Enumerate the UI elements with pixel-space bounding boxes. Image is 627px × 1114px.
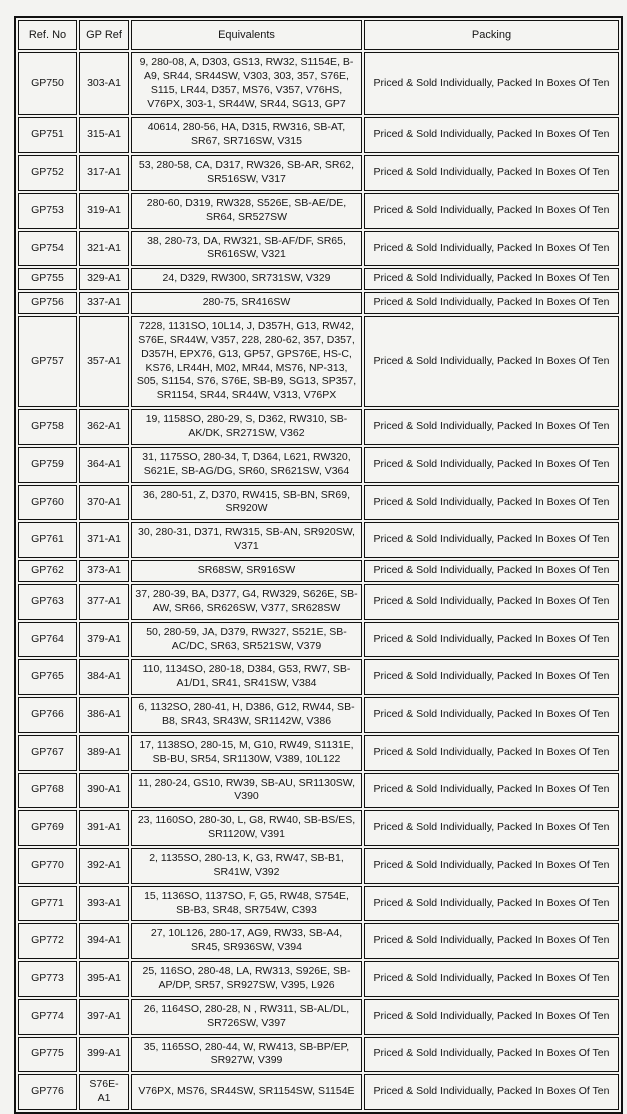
equivalents-cell: 24, D329, RW300, SR731SW, V329 — [131, 268, 362, 290]
equivalents-cell: 36, 280-51, Z, D370, RW415, SB-BN, SR69, SR920W — [131, 485, 362, 521]
equivalents-cell: 280-75, SR416SW — [131, 292, 362, 314]
gp-ref-cell: 371-A1 — [79, 522, 129, 558]
equivalents-cell: 37, 280-39, BA, D377, G4, RW329, S626E, SB-AW, SR66, SR626SW, V377, SR628SW — [131, 584, 362, 620]
table-row — [18, 485, 619, 521]
packing-cell: Priced & Sold Individually, Packed In Boxes Of Ten — [364, 773, 619, 809]
ref-no-cell: GP776 — [18, 1074, 77, 1110]
packing-cell: Priced & Sold Individually, Packed In Boxes Of Ten — [364, 155, 619, 191]
header-row — [18, 20, 619, 50]
table-row — [18, 999, 619, 1035]
gp-ref-cell: 364-A1 — [79, 447, 129, 483]
table-row — [18, 447, 619, 483]
packing-cell: Priced & Sold Individually, Packed In Boxes Of Ten — [364, 409, 619, 445]
gp-ref-cell: S76E-A1 — [79, 1074, 129, 1110]
gp-ref-cell: 384-A1 — [79, 659, 129, 695]
ref-no-cell: GP766 — [18, 697, 77, 733]
gp-ref-cell: 317-A1 — [79, 155, 129, 191]
gp-ref-cell: 389-A1 — [79, 735, 129, 771]
table-row — [18, 659, 619, 695]
gp-ref-cell: 386-A1 — [79, 697, 129, 733]
ref-no-cell: GP753 — [18, 193, 77, 229]
ref-no-cell: GP758 — [18, 409, 77, 445]
packing-cell: Priced & Sold Individually, Packed In Boxes Of Ten — [364, 697, 619, 733]
packing-cell: Priced & Sold Individually, Packed In Boxes Of Ten — [364, 886, 619, 922]
equivalents-cell: 23, 1160SO, 280-30, L, G8, RW40, SB-BS/ES, SR1120W, V391 — [131, 810, 362, 846]
gp-ref-cell: 329-A1 — [79, 268, 129, 290]
ref-no-cell: GP764 — [18, 622, 77, 658]
gp-ref-cell: 362-A1 — [79, 409, 129, 445]
gp-ref-cell: 370-A1 — [79, 485, 129, 521]
ref-no-cell: GP755 — [18, 268, 77, 290]
table-row — [18, 886, 619, 922]
gp-ref-cell: 391-A1 — [79, 810, 129, 846]
table-row — [18, 292, 619, 314]
gp-ref-cell: 319-A1 — [79, 193, 129, 229]
packing-cell: Priced & Sold Individually, Packed In Boxes Of Ten — [364, 584, 619, 620]
equivalents-cell: V76PX, MS76, SR44SW, SR1154SW, S1154E — [131, 1074, 362, 1110]
packing-cell: Priced & Sold Individually, Packed In Boxes Of Ten — [364, 522, 619, 558]
column-header-packing: Packing — [364, 20, 619, 50]
packing-cell: Priced & Sold Individually, Packed In Boxes Of Ten — [364, 268, 619, 290]
table-row — [18, 1074, 619, 1110]
table-row — [18, 848, 619, 884]
packing-cell: Priced & Sold Individually, Packed In Boxes Of Ten — [364, 52, 619, 115]
battery-equivalents-table — [14, 16, 623, 1114]
ref-no-cell: GP761 — [18, 522, 77, 558]
equivalents-cell: 40614, 280-56, HA, D315, RW316, SB-AT, SR67, SR716SW, V315 — [131, 117, 362, 153]
gp-ref-cell: 393-A1 — [79, 886, 129, 922]
table-row — [18, 584, 619, 620]
table-row — [18, 773, 619, 809]
equivalents-cell: 26, 1164SO, 280-28, N , RW311, SB-AL/DL, SR726SW, V397 — [131, 999, 362, 1035]
ref-no-cell: GP770 — [18, 848, 77, 884]
ref-no-cell: GP775 — [18, 1037, 77, 1073]
packing-cell: Priced & Sold Individually, Packed In Boxes Of Ten — [364, 292, 619, 314]
equivalents-cell: 17, 1138SO, 280-15, M, G10, RW49, S1131E, SB-BU, SR54, SR1130W, V389, 10L122 — [131, 735, 362, 771]
table-row — [18, 560, 619, 582]
equivalents-cell: 7228, 1131SO, 10L14, J, D357H, G13, RW42, S76E, SR44W, V357, 228, 280-62, 357, D357, D357H, EPX76, G13, GP57, GPS76E, HS-C, KS76, LR44H, M02, MR44, MS76, NP-313, S05, S1154, S76, S76E, SB-B9, SG13, SP357, SR1154, SR44, SR44W, V313, V76PX — [131, 316, 362, 407]
packing-cell: Priced & Sold Individually, Packed In Boxes Of Ten — [364, 622, 619, 658]
ref-no-cell: GP763 — [18, 584, 77, 620]
equivalents-cell: 35, 1165SO, 280-44, W, RW413, SB-BP/EP, SR927W, V399 — [131, 1037, 362, 1073]
packing-cell: Priced & Sold Individually, Packed In Boxes Of Ten — [364, 1074, 619, 1110]
packing-cell: Priced & Sold Individually, Packed In Boxes Of Ten — [364, 1037, 619, 1073]
ref-no-cell: GP760 — [18, 485, 77, 521]
equivalents-cell: 30, 280-31, D371, RW315, SB-AN, SR920SW, V371 — [131, 522, 362, 558]
equivalents-cell: 280-60, D319, RW328, S526E, SB-AE/DE, SR64, SR527SW — [131, 193, 362, 229]
gp-ref-cell: 399-A1 — [79, 1037, 129, 1073]
packing-cell: Priced & Sold Individually, Packed In Boxes Of Ten — [364, 961, 619, 997]
equivalents-cell: 19, 1158SO, 280-29, S, D362, RW310, SB-AK/DK, SR271SW, V362 — [131, 409, 362, 445]
table-row — [18, 697, 619, 733]
packing-cell: Priced & Sold Individually, Packed In Boxes Of Ten — [364, 560, 619, 582]
packing-cell: Priced & Sold Individually, Packed In Boxes Of Ten — [364, 316, 619, 407]
equivalents-cell: 2, 1135SO, 280-13, K, G3, RW47, SB-B1, SR41W, V392 — [131, 848, 362, 884]
table-row — [18, 117, 619, 153]
ref-no-cell: GP756 — [18, 292, 77, 314]
equivalents-cell: 110, 1134SO, 280-18, D384, G53, RW7, SB-A1/D1, SR41, SR41SW, V384 — [131, 659, 362, 695]
gp-ref-cell: 321-A1 — [79, 231, 129, 267]
packing-cell: Priced & Sold Individually, Packed In Boxes Of Ten — [364, 117, 619, 153]
ref-no-cell: GP754 — [18, 231, 77, 267]
gp-ref-cell: 377-A1 — [79, 584, 129, 620]
packing-cell: Priced & Sold Individually, Packed In Boxes Of Ten — [364, 485, 619, 521]
table-row — [18, 268, 619, 290]
gp-ref-cell: 392-A1 — [79, 848, 129, 884]
gp-ref-cell: 394-A1 — [79, 923, 129, 959]
packing-cell: Priced & Sold Individually, Packed In Boxes Of Ten — [364, 999, 619, 1035]
table-row — [18, 961, 619, 997]
equivalents-cell: 15, 1136SO, 1137SO, F, G5, RW48, S754E, SB-B3, SR48, SR754W, C393 — [131, 886, 362, 922]
table-row — [18, 52, 619, 115]
gp-ref-cell: 315-A1 — [79, 117, 129, 153]
table-row — [18, 155, 619, 191]
equivalents-cell: 31, 1175SO, 280-34, T, D364, L621, RW320, S621E, SB-AG/DG, SR60, SR621SW, V364 — [131, 447, 362, 483]
ref-no-cell: GP752 — [18, 155, 77, 191]
equivalents-cell: 6, 1132SO, 280-41, H, D386, G12, RW44, SB-B8, SR43, SR43W, SR1142W, V386 — [131, 697, 362, 733]
packing-cell: Priced & Sold Individually, Packed In Boxes Of Ten — [364, 735, 619, 771]
ref-no-cell: GP768 — [18, 773, 77, 809]
table-row — [18, 735, 619, 771]
ref-no-cell: GP774 — [18, 999, 77, 1035]
equivalents-cell: 11, 280-24, GS10, RW39, SB-AU, SR1130SW, V390 — [131, 773, 362, 809]
table-row — [18, 193, 619, 229]
packing-cell: Priced & Sold Individually, Packed In Boxes Of Ten — [364, 193, 619, 229]
gp-ref-cell: 357-A1 — [79, 316, 129, 407]
ref-no-cell: GP759 — [18, 447, 77, 483]
gp-ref-cell: 373-A1 — [79, 560, 129, 582]
equivalents-cell: 9, 280-08, A, D303, GS13, RW32, S1154E, B-A9, SR44, SR44SW, V303, 303, 357, S76E, S115, LR44, D357, MS76, V357, V76HS, V76PX, 303-1, SR44W, SR44, SG13, GP7 — [131, 52, 362, 115]
packing-cell: Priced & Sold Individually, Packed In Boxes Of Ten — [364, 810, 619, 846]
ref-no-cell: GP772 — [18, 923, 77, 959]
table-row — [18, 923, 619, 959]
packing-cell: Priced & Sold Individually, Packed In Boxes Of Ten — [364, 231, 619, 267]
table-row — [18, 810, 619, 846]
table-row — [18, 622, 619, 658]
packing-cell: Priced & Sold Individually, Packed In Boxes Of Ten — [364, 923, 619, 959]
ref-no-cell: GP769 — [18, 810, 77, 846]
equivalents-cell: 27, 10L126, 280-17, AG9, RW33, SB-A4, SR45, SR936SW, V394 — [131, 923, 362, 959]
equivalents-cell: 53, 280-58, CA, D317, RW326, SB-AR, SR62, SR516SW, V317 — [131, 155, 362, 191]
equivalents-cell: 38, 280-73, DA, RW321, SB-AF/DF, SR65, SR616SW, V321 — [131, 231, 362, 267]
ref-no-cell: GP773 — [18, 961, 77, 997]
equivalents-cell: 50, 280-59, JA, D379, RW327, S521E, SB-AC/DC, SR63, SR521SW, V379 — [131, 622, 362, 658]
ref-no-cell: GP757 — [18, 316, 77, 407]
ref-no-cell: GP771 — [18, 886, 77, 922]
packing-cell: Priced & Sold Individually, Packed In Boxes Of Ten — [364, 848, 619, 884]
equivalents-cell: SR68SW, SR916SW — [131, 560, 362, 582]
table-row — [18, 409, 619, 445]
ref-no-cell: GP762 — [18, 560, 77, 582]
gp-ref-cell: 303-A1 — [79, 52, 129, 115]
ref-no-cell: GP767 — [18, 735, 77, 771]
table-row — [18, 316, 619, 407]
column-header-ref-no: Ref. No — [18, 20, 77, 50]
column-header-gp-ref: GP Ref — [79, 20, 129, 50]
gp-ref-cell: 337-A1 — [79, 292, 129, 314]
table-row — [18, 231, 619, 267]
equivalents-cell: 25, 116SO, 280-48, LA, RW313, S926E, SB-AP/DP, SR57, SR927SW, V395, L926 — [131, 961, 362, 997]
ref-no-cell: GP765 — [18, 659, 77, 695]
gp-ref-cell: 379-A1 — [79, 622, 129, 658]
table-row — [18, 522, 619, 558]
table-row — [18, 1037, 619, 1073]
column-header-equivalents: Equivalents — [131, 20, 362, 50]
ref-no-cell: GP750 — [18, 52, 77, 115]
packing-cell: Priced & Sold Individually, Packed In Boxes Of Ten — [364, 447, 619, 483]
packing-cell: Priced & Sold Individually, Packed In Boxes Of Ten — [364, 659, 619, 695]
gp-ref-cell: 390-A1 — [79, 773, 129, 809]
ref-no-cell: GP751 — [18, 117, 77, 153]
gp-ref-cell: 397-A1 — [79, 999, 129, 1035]
gp-ref-cell: 395-A1 — [79, 961, 129, 997]
